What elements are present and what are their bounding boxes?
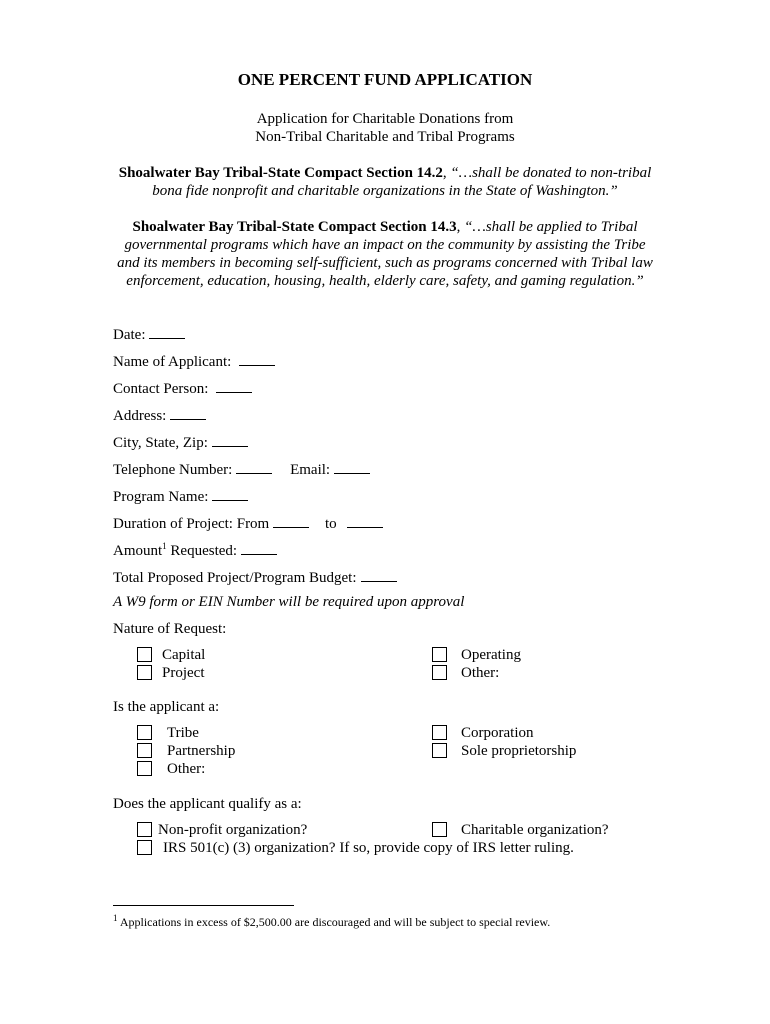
amount-field[interactable] — [241, 540, 277, 555]
email-field[interactable] — [334, 459, 370, 474]
duration-from-field[interactable] — [273, 513, 309, 528]
applicant-row — [113, 351, 275, 371]
subtitle-line-2: Non-Tribal Charitable and Tribal Programs — [255, 129, 515, 145]
contact-field[interactable] — [216, 378, 252, 393]
nature-label: Nature of Request: — [113, 621, 227, 637]
section-14-2-line-1: Shoalwater Bay Tribal-State Compact Section 14.2, “…shall be donated to non-tribal — [118, 165, 652, 181]
address-label: Address: — [113, 408, 167, 424]
capital-label: Capital — [162, 647, 206, 663]
nature-other-checkbox[interactable] — [432, 665, 447, 680]
amount-row — [113, 540, 277, 560]
amount-footnote-mark: 1 — [162, 541, 167, 551]
email-label: Email: — [290, 462, 331, 478]
qualify-label: Does the applicant qualify as a: — [113, 796, 302, 812]
section-14-2-quote: “…shall be donated to non-tribal — [450, 165, 652, 181]
program-field[interactable] — [212, 486, 248, 501]
footnote-text: Applications in excess of $2,500.00 are discouraged and will be subject to special review. — [117, 915, 551, 929]
applicant-label: Name of Applicant: — [113, 354, 232, 370]
duration-row — [113, 513, 383, 533]
program-row — [113, 486, 248, 506]
corporation-checkbox[interactable] — [432, 725, 447, 740]
budget-row — [113, 567, 397, 587]
section-14-3-line-1: Shoalwater Bay Tribal-State Compact Section 14.3, “…shall be applied to Tribal — [132, 219, 638, 235]
address-field[interactable] — [170, 405, 206, 420]
nature-other-label: Other: — [461, 665, 500, 681]
program-label: Program Name: — [113, 489, 209, 505]
capital-checkbox[interactable] — [137, 647, 152, 662]
tribe-checkbox[interactable] — [137, 725, 152, 740]
charitable-checkbox[interactable] — [432, 822, 447, 837]
duration-to-field[interactable] — [347, 513, 383, 528]
city-row — [113, 432, 248, 452]
date-row — [113, 324, 185, 344]
partnership-checkbox[interactable] — [137, 743, 152, 758]
duration-label: Duration of Project: From — [113, 516, 270, 532]
applicant-other-checkbox[interactable] — [137, 761, 152, 776]
irs-501c3-label: IRS 501(c) (3) organization? If so, provide copy of IRS letter ruling. — [163, 840, 574, 856]
applicant-other-label: Other: — [167, 761, 206, 777]
section-14-2-heading: Shoalwater Bay Tribal-State Compact Section 14.2 — [118, 165, 443, 181]
nonprofit-label: Non-profit organization? — [158, 822, 308, 838]
footnote — [113, 915, 550, 930]
subtitle-line-1: Application for Charitable Donations from — [256, 111, 514, 127]
telephone-field[interactable] — [236, 459, 272, 474]
date-field[interactable] — [149, 324, 185, 339]
section-14-3-line-2: governmental programs which have an impact on the community by assisting the Tribe — [124, 237, 646, 253]
contact-label: Contact Person: — [113, 381, 209, 397]
section-14-3-line-4: enforcement, education, housing, health, elderly care, safety, and gaming regulation.” — [126, 273, 644, 289]
city-field[interactable] — [212, 432, 248, 447]
charitable-label: Charitable organization? — [461, 822, 609, 838]
section-14-3-quote: “…shall be applied to Tribal — [464, 219, 638, 235]
telephone-label: Telephone Number: — [113, 462, 233, 478]
sole-proprietorship-checkbox[interactable] — [432, 743, 447, 758]
applicant-field[interactable] — [239, 351, 275, 366]
date-label: Date: — [113, 327, 146, 343]
nonprofit-checkbox[interactable] — [137, 822, 152, 837]
footnote-divider — [113, 905, 294, 906]
operating-checkbox[interactable] — [432, 647, 447, 662]
amount-label-rest: Requested: — [166, 543, 238, 559]
sole-proprietorship-label: Sole proprietorship — [461, 743, 577, 759]
city-label: City, State, Zip: — [113, 435, 208, 451]
project-checkbox[interactable] — [137, 665, 152, 680]
partnership-label: Partnership — [167, 743, 236, 759]
address-row — [113, 405, 206, 425]
section-14-2-line-2: bona fide nonprofit and charitable organizations in the State of Washington.” — [152, 183, 618, 199]
applicant-type-label: Is the applicant a: — [113, 699, 220, 715]
telephone-row — [113, 459, 370, 479]
project-label: Project — [162, 665, 205, 681]
irs-501c3-checkbox[interactable] — [137, 840, 152, 855]
operating-label: Operating — [461, 647, 521, 663]
tribe-label: Tribe — [167, 725, 199, 741]
footnote-mark: 1 — [113, 913, 118, 923]
budget-field[interactable] — [361, 567, 397, 582]
section-14-3-heading: Shoalwater Bay Tribal-State Compact Section 14.3 — [132, 219, 457, 235]
form-title: ONE PERCENT FUND APPLICATION — [237, 70, 533, 89]
corporation-label: Corporation — [461, 725, 534, 741]
section-14-3-line-3: and its members in becoming self-sufficient, such as programs concerned with Tribal law — [117, 255, 653, 271]
amount-label: Amount — [113, 543, 163, 559]
contact-row — [113, 378, 252, 398]
w9-note: A W9 form or EIN Number will be required upon approval — [113, 594, 465, 610]
budget-label: Total Proposed Project/Program Budget: — [113, 570, 357, 586]
duration-to-label: to — [324, 516, 337, 532]
